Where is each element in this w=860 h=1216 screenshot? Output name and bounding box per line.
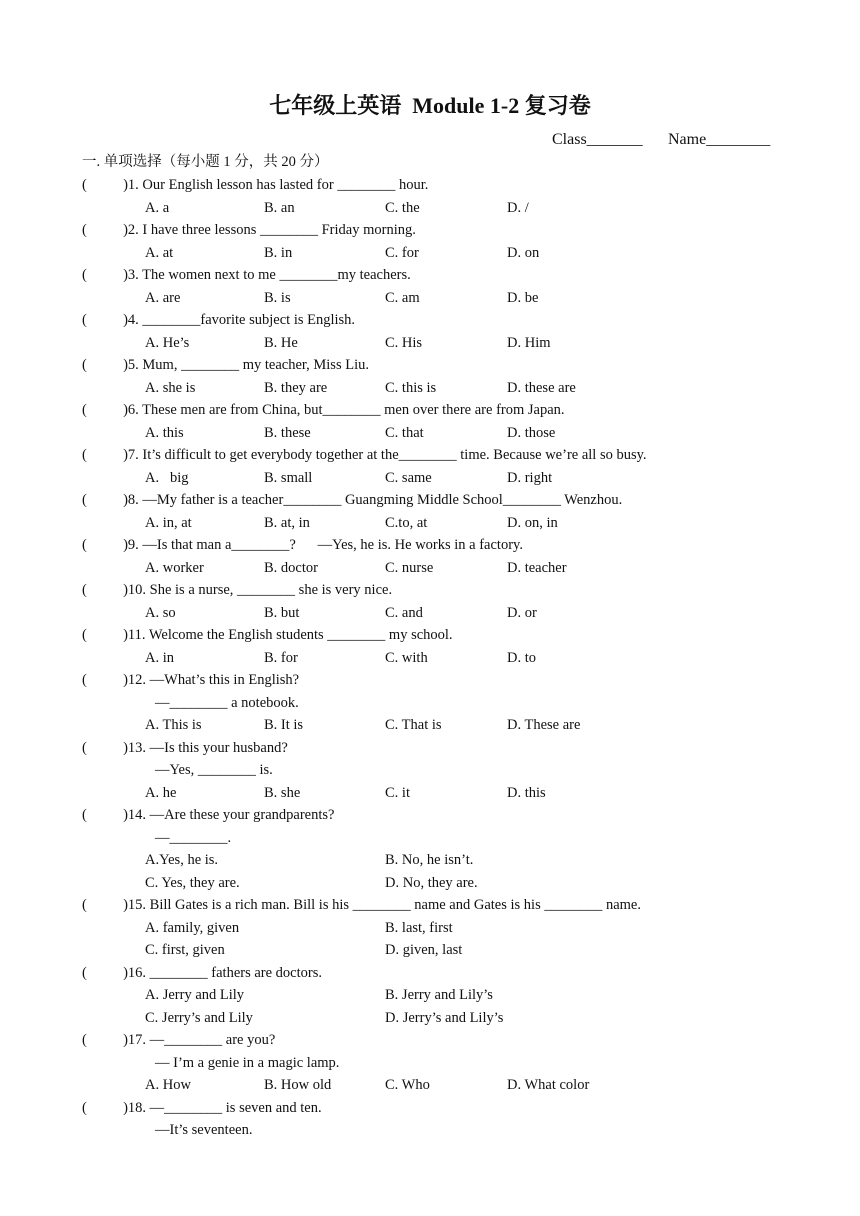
answer-option: B. these — [264, 424, 311, 441]
answer-option: C. same — [385, 469, 432, 486]
question-dialogue-line: —________ a notebook. — [155, 694, 299, 711]
answer-option: A. she is — [145, 379, 196, 396]
answer-option: C. it — [385, 784, 410, 801]
answer-option: D. / — [507, 199, 529, 216]
question-stem: ( )6. These men are from China, but________ men over there are from Japan. — [82, 402, 565, 418]
answer-option: B. He — [264, 334, 298, 351]
question-stem: ( )18. —________ is seven and ten. — [82, 1099, 322, 1116]
answer-option: A. big — [145, 469, 189, 486]
answer-option: A. worker — [145, 559, 204, 576]
answer-option: C. and — [385, 604, 423, 621]
answer-option: A. in, at — [145, 514, 192, 531]
question-stem: ( )12. —What’s this in English? — [82, 672, 300, 688]
question-dialogue-line: —Yes, ________ is. — [155, 762, 273, 778]
question-stem: ( )10. She is a nurse, ________ she is very nice. — [82, 582, 393, 598]
answer-option: C. Jerry’s and Lily — [145, 1009, 253, 1026]
answer-option: D. given, last — [385, 942, 463, 958]
answer-option: D. Him — [507, 334, 551, 351]
answer-option: C.to, at — [385, 514, 428, 531]
answer-option: A.Yes, he is. — [145, 852, 219, 868]
answer-option: A. so — [145, 604, 176, 621]
answer-option: C. nurse — [385, 559, 434, 576]
answer-option: D. on — [507, 244, 540, 261]
answer-option: C. this is — [385, 379, 437, 396]
answer-option: D. on, in — [507, 514, 558, 531]
answer-option: A. are — [145, 289, 181, 306]
answer-option: A. in — [145, 649, 174, 666]
answer-option: A. he — [145, 784, 177, 801]
question-dialogue-line: — I’m a genie in a magic lamp. — [155, 1054, 340, 1071]
class-field-label: Class_______ — [552, 131, 643, 148]
answer-option: B. is — [264, 289, 291, 306]
question-stem: ( )16. ________ fathers are doctors. — [82, 964, 322, 981]
answer-option: B. last, first — [385, 919, 453, 936]
answer-option: A. This is — [145, 717, 202, 733]
answer-option: D. No, they are. — [385, 874, 478, 891]
answer-option: D. to — [507, 649, 536, 666]
answer-option: D. right — [507, 469, 553, 486]
answer-option: C. am — [385, 289, 420, 306]
answer-option: A. How — [145, 1077, 191, 1093]
answer-option: D. or — [507, 604, 537, 621]
name-field-label: Name________ — [668, 131, 771, 148]
answer-option: C. the — [385, 199, 420, 216]
question-stem: ( )1. Our English lesson has lasted for ________ hour. — [82, 177, 429, 193]
answer-option: C. Who — [385, 1077, 430, 1093]
answer-option: D. those — [507, 424, 556, 441]
answer-option: A. Jerry and Lily — [145, 987, 245, 1003]
question-stem: ( )7. It’s difficult to get everybody together at the________ time. Because we’re all so busy. — [82, 447, 647, 463]
answer-option: B. in — [264, 244, 293, 261]
question-stem: ( )8. —My father is a teacher________ Guangming Middle School________ Wenzhou. — [82, 492, 623, 508]
answer-option: A. He’s — [145, 334, 190, 351]
answer-option: A. at — [145, 244, 174, 261]
answer-option: A. a — [145, 199, 170, 216]
question-stem: ( )2. I have three lessons ________ Friday morning. — [82, 222, 416, 238]
answer-option: C. Yes, they are. — [145, 874, 240, 891]
answer-option: C. That is — [385, 717, 442, 733]
answer-option: B. at, in — [264, 514, 310, 531]
answer-option: A. this — [145, 424, 184, 441]
page-title: 七年级上英语 Module 1-2 复习卷 — [269, 93, 591, 118]
answer-option: D. These are — [507, 717, 581, 733]
answer-option: C. first, given — [145, 942, 225, 958]
answer-option: D. these are — [507, 379, 576, 396]
answer-option: B. an — [264, 199, 295, 216]
question-stem: ( )13. —Is this your husband? — [82, 739, 288, 756]
question-stem: ( )4. ________favorite subject is English. — [82, 312, 356, 328]
answer-option: B. they are — [264, 379, 328, 396]
question-stem: ( )11. Welcome the English students ________ my school. — [82, 627, 453, 643]
question-stem: ( )9. —Is that man a________? —Yes, he is. He works in a factory. — [82, 537, 523, 553]
question-stem: ( )17. —________ are you? — [82, 1032, 276, 1048]
answer-option: B. No, he isn’t. — [385, 852, 474, 868]
answer-option: C. with — [385, 649, 428, 666]
answer-option: D. teacher — [507, 559, 567, 576]
answer-option: B. Jerry and Lily’s — [385, 987, 493, 1003]
question-stem: ( )5. Mum, ________ my teacher, Miss Liu. — [82, 357, 369, 373]
question-dialogue-line: —It’s seventeen. — [155, 1122, 253, 1138]
answer-option: D. this — [507, 784, 546, 801]
answer-option: D. What color — [507, 1077, 590, 1093]
answer-option: B. How old — [264, 1077, 332, 1093]
question-stem: ( )3. The women next to me ________my teachers. — [82, 267, 411, 283]
answer-option: B. but — [264, 604, 300, 621]
answer-option: C. His — [385, 334, 423, 351]
answer-option: C. that — [385, 424, 424, 441]
answer-option: D. be — [507, 289, 539, 306]
section-heading: 一. 单项选择（每小题 1 分，共 20 分） — [82, 154, 329, 170]
answer-option: B. doctor — [264, 559, 318, 576]
answer-option: B. for — [264, 649, 298, 666]
answer-option: B. It is — [264, 717, 304, 733]
answer-option: B. small — [264, 469, 313, 486]
answer-option: C. for — [385, 244, 419, 261]
question-dialogue-line: —________. — [155, 829, 232, 846]
answer-option: B. she — [264, 784, 301, 801]
answer-option: A. family, given — [145, 919, 240, 936]
question-stem: ( )15. Bill Gates is a rich man. Bill is his ________ name and Gates is his ________ name. — [82, 897, 641, 913]
question-stem: ( )14. —Are these your grandparents? — [82, 807, 335, 823]
answer-option: D. Jerry’s and Lily’s — [385, 1009, 504, 1026]
